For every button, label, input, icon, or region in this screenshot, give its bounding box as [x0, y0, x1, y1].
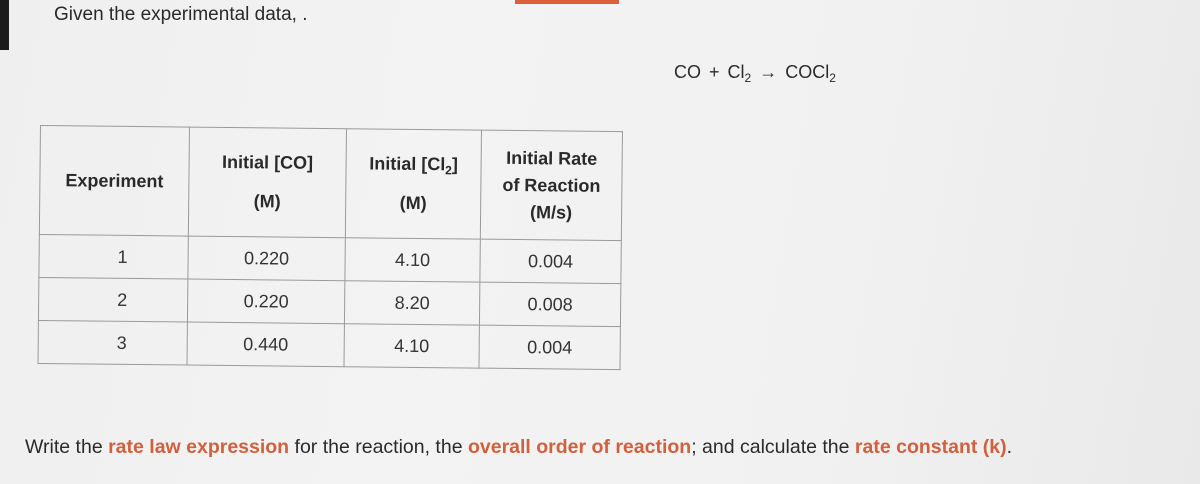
experimental-data-table — [37, 125, 622, 370]
cell-initial-co: 0.440 — [187, 322, 344, 367]
header-initial-rate — [480, 130, 622, 240]
prompt-highlight-overall-order: overall order of reaction — [467, 436, 692, 458]
header-cl-prefix: Initial [Cl — [369, 153, 446, 175]
table-row — [39, 234, 621, 283]
header-experiment-label: Experiment — [65, 169, 164, 191]
prompt-text-3: ; and calculate the — [691, 436, 855, 458]
cell-experiment: 3 — [38, 320, 187, 365]
intro-text: Given the experimental data, . — [54, 4, 308, 25]
header-cl-line1 — [346, 150, 480, 178]
equation-product: COCl — [785, 62, 830, 82]
cell-initial-cl2: 4.10 — [344, 324, 479, 368]
header-cl-suffix: ] — [451, 154, 459, 175]
header-cl-subscript: 2 — [445, 163, 452, 178]
cell-initial-cl2: 4.10 — [345, 238, 480, 282]
header-rate-line1: Initial Rate — [506, 147, 598, 169]
equation-plus: + — [709, 62, 720, 82]
top-accent-strip — [515, 0, 619, 4]
equation-co: CO — [674, 62, 701, 82]
header-rate-line3: (M/s) — [530, 201, 573, 223]
cell-initial-rate: 0.004 — [479, 325, 620, 369]
cell-experiment: 2 — [38, 277, 187, 322]
equation-cl-subscript: 2 — [744, 71, 752, 85]
table-row — [38, 277, 620, 326]
cell-initial-rate: 0.004 — [480, 239, 621, 283]
header-co-line2: (M) — [253, 191, 281, 212]
left-edge-bar — [0, 0, 9, 50]
question-prompt — [25, 436, 1012, 459]
header-initial-cl2 — [345, 129, 481, 239]
prompt-highlight-rate-law: rate law expression — [108, 436, 290, 458]
prompt-text-2: for the reaction, the — [289, 436, 468, 458]
header-experiment — [39, 126, 189, 237]
table-header-row — [39, 126, 622, 241]
equation-product-subscript: 2 — [829, 71, 836, 85]
cell-initial-rate: 0.008 — [479, 282, 620, 326]
cell-experiment: 1 — [39, 234, 188, 279]
cell-initial-co: 0.220 — [187, 279, 344, 324]
reaction-equation — [674, 62, 836, 83]
cell-initial-cl2: 8.20 — [344, 281, 479, 325]
prompt-text-4: . — [1006, 436, 1013, 458]
prompt-highlight-rate-constant: rate constant (k) — [854, 436, 1007, 458]
header-rate-line2: of Reaction — [502, 174, 601, 196]
header-co-line1: Initial [CO] — [222, 151, 314, 173]
table-row — [38, 320, 620, 369]
cell-initial-co: 0.220 — [188, 236, 345, 281]
prompt-text-1: Write the — [25, 436, 109, 458]
equation-cl: Cl — [727, 62, 745, 82]
header-initial-co — [188, 127, 346, 238]
header-cl-line2: (M) — [399, 192, 427, 214]
equation-arrow: → — [759, 62, 778, 82]
